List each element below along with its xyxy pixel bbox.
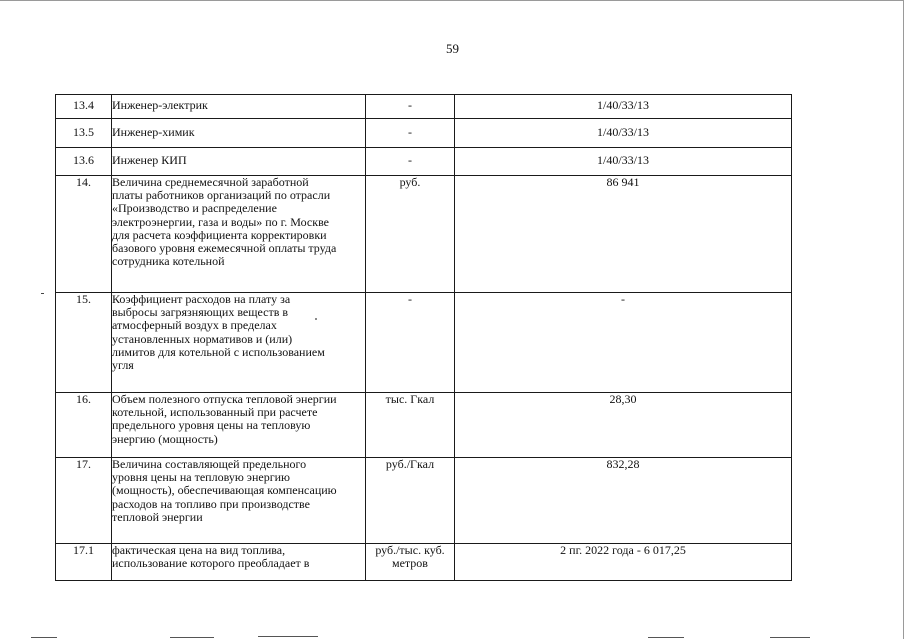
row-value: 1/40/33/13: [455, 95, 792, 119]
row-name: [112, 119, 366, 148]
table-row: [56, 95, 792, 119]
row-name: [112, 293, 366, 393]
row-unit-text: руб./тыс. куб. метров: [375, 543, 445, 571]
row-name: [112, 544, 366, 581]
row-value: -: [455, 293, 792, 393]
page-number: 59: [446, 41, 459, 56]
row-unit: -: [366, 148, 455, 176]
bottom-rule: [170, 637, 214, 638]
row-name-text: Величина среднемесячной заработной платы работников организаций по отрасли «Производство и распределение электроэнергии, газа и воды» по г. Москве для расчета коэффициента корректировки базового уровня ежемесячной оплаты труда сотрудника котельной: [112, 175, 337, 269]
row-name: [112, 148, 366, 176]
row-number: 16.: [56, 393, 112, 458]
row-value: 2 пг. 2022 года - 6 017,25: [455, 544, 792, 581]
row-name: [112, 95, 366, 119]
table-row: [56, 148, 792, 176]
row-number: 17.1: [56, 544, 112, 581]
data-table: [55, 94, 792, 581]
table-row: [56, 293, 792, 393]
table-row: [56, 119, 792, 148]
margin-mark: [41, 293, 44, 294]
row-value: 86 941: [455, 176, 792, 293]
row-name-text: Инженер КИП: [112, 153, 187, 167]
bottom-rule: [648, 637, 684, 638]
row-name-text: Объем полезного отпуска тепловой энергии котельной, использованный при расчете предельного уровня цены на тепловую энергию (мощность): [112, 392, 337, 446]
row-value: 1/40/33/13: [455, 148, 792, 176]
bottom-rule: [770, 637, 810, 638]
row-number: 15.: [56, 293, 112, 393]
row-name-text: Величина составляющей предельного уровня цены на тепловую энергию (мощность), обеспечивающая компенсацию расходов на топливо при производстве тепловой энергии: [112, 457, 337, 524]
row-name: [112, 176, 366, 293]
row-number: 13.5: [56, 119, 112, 148]
table-row: [56, 544, 792, 581]
row-unit: [366, 544, 455, 581]
row-name-text: Коэффициент расходов на плату за выбросы загрязняющих веществ в атмосферный воздух в пределах установленных нормативов и (или) лимитов для котельной с использованием угля: [112, 292, 325, 373]
row-number: 14.: [56, 176, 112, 293]
table-row: [56, 458, 792, 544]
row-value: 28,30: [455, 393, 792, 458]
bottom-rule: [31, 637, 57, 638]
row-name-text: Инженер-электрик: [112, 98, 208, 112]
row-value: 832,28: [455, 458, 792, 544]
row-value: 1/40/33/13: [455, 119, 792, 148]
row-unit: руб./Гкал: [366, 458, 455, 544]
row-unit: -: [366, 293, 455, 393]
row-name-text: фактическая цена на вид топлива, использование которого преобладает в: [112, 543, 310, 571]
row-number: 17.: [56, 458, 112, 544]
row-number: 13.6: [56, 148, 112, 176]
row-unit: тыс. Гкал: [366, 393, 455, 458]
table-row: [56, 393, 792, 458]
row-unit: -: [366, 119, 455, 148]
row-name-text: Инженер-химик: [112, 125, 195, 139]
row-number: 13.4: [56, 95, 112, 119]
table-row: [56, 176, 792, 293]
row-unit: руб.: [366, 176, 455, 293]
row-unit: -: [366, 95, 455, 119]
row-name: [112, 458, 366, 544]
bottom-rule: [258, 636, 318, 637]
row-name: [112, 393, 366, 458]
